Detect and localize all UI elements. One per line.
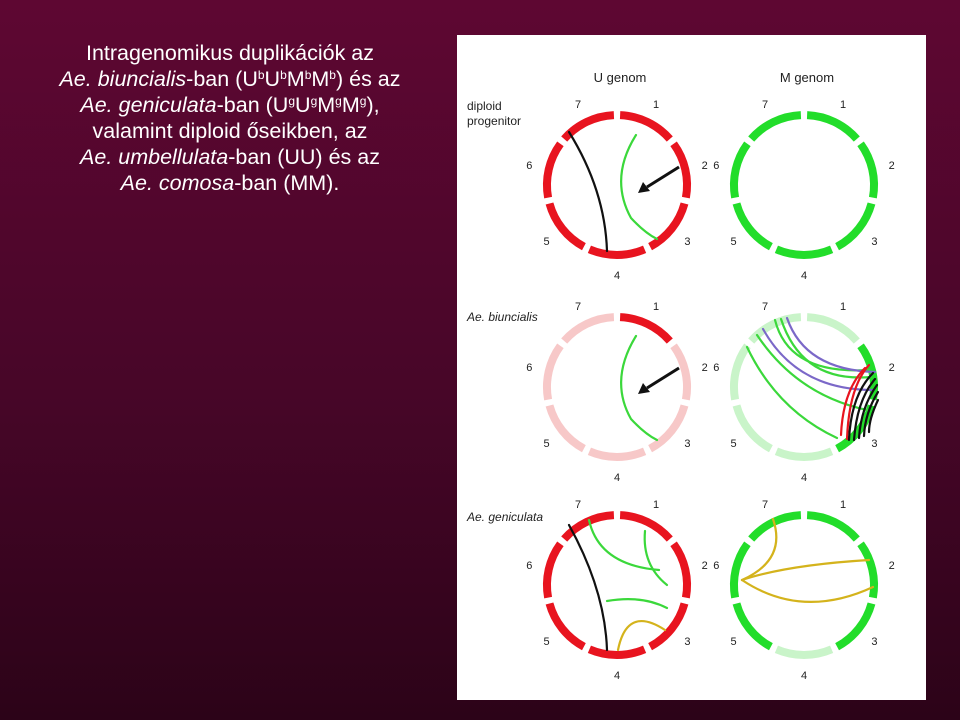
- m-genome-segment-1: [807, 115, 857, 139]
- segment-number-4: 4: [800, 670, 808, 682]
- u-genome-segment-5: [550, 406, 584, 449]
- u-genome-segment-3: [650, 204, 684, 247]
- m-genome-segment-1: [807, 515, 857, 539]
- segment-number-5: 5: [730, 236, 737, 249]
- u-genome-segment-6: [547, 144, 560, 198]
- m-genome-segment-3: [837, 604, 871, 647]
- segment-number-3: 3: [871, 636, 878, 649]
- title-line-5: Ae. umbellulata-ban (UU) és az: [80, 145, 380, 169]
- m-genome-segment-2: [861, 144, 874, 198]
- segment-number-5: 5: [730, 438, 737, 451]
- row-label-biuncialis: Ae. biuncialis: [467, 310, 538, 324]
- segment-number-7: 7: [761, 498, 769, 511]
- row-label-diploid: diploid: [467, 99, 502, 113]
- genome-circles: [547, 115, 874, 655]
- segment-number-7: 7: [761, 98, 769, 111]
- m-genome-segment-4: [776, 451, 831, 457]
- m-genome-segment-1: [807, 317, 857, 341]
- segment-number-5: 5: [543, 236, 550, 249]
- m-genome-segment-7: [751, 115, 801, 139]
- segment-number-2: 2: [888, 362, 895, 374]
- segment-number-7: 7: [574, 498, 582, 511]
- segment-number-1: 1: [839, 498, 847, 511]
- u-genome-segment-7: [564, 515, 614, 539]
- u-genome-segment-6: [547, 346, 560, 400]
- m-genome-header: M genom: [779, 70, 835, 85]
- m-genome-segment-3: [837, 204, 871, 247]
- segment-number-3: 3: [684, 236, 691, 249]
- segment-number-5: 5: [543, 636, 550, 649]
- u-genome-segment-7: [564, 317, 614, 341]
- m-genome-segment-5: [737, 204, 771, 247]
- m-genome-segment-4: [776, 249, 831, 255]
- segment-number-1: 1: [839, 98, 847, 111]
- circos-diagram-panel: [457, 35, 926, 700]
- link-gold: [742, 560, 869, 580]
- u-genome-segment-2: [674, 346, 687, 400]
- link-gold: [742, 580, 873, 602]
- segment-number-1: 1: [652, 498, 660, 511]
- m-genome-segment-5: [737, 604, 771, 647]
- arrows: [638, 167, 679, 394]
- segment-number-5: 5: [543, 438, 550, 451]
- segment-number-4: 4: [613, 270, 621, 282]
- segment-numbers: [526, 99, 895, 682]
- segment-number-6: 6: [713, 362, 720, 374]
- row-label-progenitor: progenitor: [467, 114, 522, 128]
- duplication-links: [569, 132, 878, 650]
- link-black: [569, 525, 607, 650]
- segment-number-2: 2: [701, 160, 708, 172]
- link-green: [621, 135, 657, 239]
- segment-number-3: 3: [871, 438, 878, 451]
- segment-number-3: 3: [684, 636, 691, 649]
- link-green: [621, 336, 657, 440]
- link-green: [645, 531, 667, 585]
- u-genome-header: U genom: [593, 70, 647, 85]
- segment-number-7: 7: [761, 300, 769, 313]
- segment-number-1: 1: [652, 98, 660, 111]
- link-green: [607, 599, 667, 608]
- u-genome-segment-6: [547, 544, 560, 598]
- segment-number-2: 2: [701, 560, 708, 572]
- m-genome-segment-4: [776, 649, 831, 655]
- u-genome-segment-2: [674, 544, 687, 598]
- segment-number-2: 2: [888, 160, 895, 172]
- segment-number-6: 6: [526, 560, 533, 572]
- m-genome-segment-5: [737, 406, 771, 449]
- segment-number-7: 7: [574, 98, 582, 111]
- segment-number-4: 4: [800, 472, 808, 484]
- segment-number-1: 1: [839, 300, 847, 313]
- circos-diagram: [457, 35, 926, 700]
- arrow-pointer: [647, 167, 679, 187]
- title-line-2: Ae. biuncialis-ban $(U^bU^bM^bM^b)$ és az: [59, 67, 401, 91]
- segment-number-7: 7: [574, 300, 582, 313]
- segment-number-4: 4: [800, 270, 808, 282]
- segment-number-2: 2: [701, 362, 708, 374]
- row-label-geniculata: Ae. geniculata: [467, 510, 544, 524]
- segment-number-2: 2: [888, 560, 895, 572]
- segment-number-5: 5: [730, 636, 737, 649]
- u-genome-segment-4: [589, 451, 644, 457]
- u-genome-segment-1: [620, 317, 670, 341]
- u-genome-segment-3: [650, 406, 684, 449]
- segment-number-4: 4: [613, 670, 621, 682]
- title-line-3: Ae. geniculata-ban $(U^gU^gM^gM^g)$,: [80, 93, 380, 117]
- m-genome-segment-6: [734, 144, 747, 198]
- m-genome-segment-6: [734, 544, 747, 598]
- link-black: [569, 132, 607, 251]
- slide-title: [18, 40, 442, 196]
- title-line-1: Intragenomikus duplikációk az: [85, 41, 374, 65]
- segment-number-6: 6: [713, 560, 720, 572]
- segment-number-6: 6: [526, 160, 533, 172]
- u-genome-segment-1: [620, 115, 670, 139]
- segment-number-3: 3: [871, 236, 878, 249]
- m-genome-segment-6: [734, 346, 747, 400]
- segment-number-6: 6: [713, 160, 720, 172]
- segment-number-4: 4: [613, 472, 621, 484]
- segment-number-1: 1: [652, 300, 660, 313]
- title-line-6: Ae. comosa-ban (MM).: [120, 171, 340, 195]
- arrow-pointer: [647, 368, 679, 388]
- u-genome-segment-4: [589, 249, 644, 255]
- u-genome-segment-5: [550, 204, 584, 247]
- segment-number-3: 3: [684, 438, 691, 451]
- segment-number-6: 6: [526, 362, 533, 374]
- u-genome-segment-5: [550, 604, 584, 647]
- title-line-4: valamint diploid őseikben, az: [92, 119, 368, 143]
